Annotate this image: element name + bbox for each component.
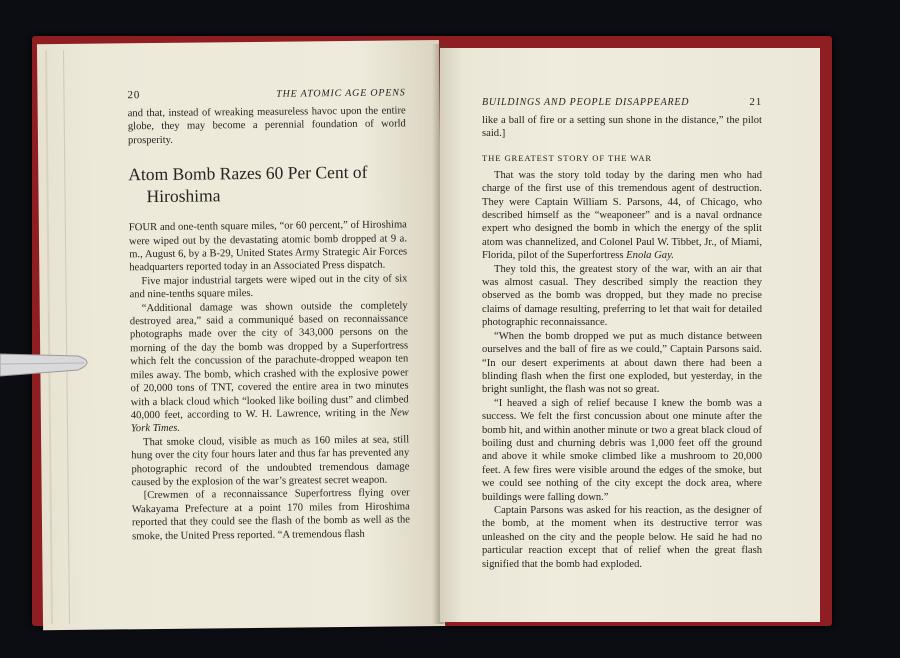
newspaper-title: New York Times. [130,407,409,435]
right-running-head [482,96,762,108]
right-paragraph-5: Captain Parsons was asked for his reaction, as the designer of the bomb, at the moment when its destructive terror was unleashed on the city and the people below. He said he had no particular reaction except that of relief when the great flash signified that the bomb had exploded. [482,504,762,570]
paragraph-lead-word: FOUR [128,222,158,234]
left-paragraph-5: [Crewmen of a reconnaissance Superfortress flying over Wakayama Prefecture at a point 170 miles from Hiroshima reported that they could see the flash of the bomb as well as the smoke, the United Press reported. “A tremendous flash [131,487,411,542]
article-headline [128,161,406,208]
right-paragraph-3: “When the bomb dropped we put as much distance between ourselves and the ball of fire as we could,” Captain Parsons said. “In our desert experiments at about dawn there had been a blinding flash when the first one exploded, but yesterday, in the bright sunlight, the flash was not so great. [482,330,762,396]
left-running-title: THE ATOMIC AGE OPENS [276,87,406,100]
left-running-head [127,86,405,101]
right-page [440,48,820,622]
left-paragraph-4: That smoke cloud, visible as much as 160 miles at sea, still hung over the city four hours later and thus far has prevented any photographic record of the undoubted tremendous damage caused by the explosion of the war’s greatest secret weapon. [131,434,410,489]
headline-line-1: Atom Bomb Razes 60 Per Cent of [128,161,368,185]
right-paragraph-2: They told this, the greatest story of the war, with an air that was almost casual. They described simply the reaction they observed as the bomb was dropped, but they made no precise claims of damage resulting, preferring to let that wait for detailed photographic reconnaissance. [482,263,762,329]
aircraft-name: Enola Gay. [626,250,674,262]
left-paragraph-2: Five major industrial targets were wiped out in the city of six and nine-tenths square miles. [129,273,408,301]
paragraph-3-text: “Additional damage was shown outside the completely destroyed area,” said a communiqué based on reconnaissance photographs made over the city of 343,000 persons on the morning of the day the bomb was dropped by a Superfortress which felt the concussion of the parachute-dropped weapon ten miles away. The bomb, which crashed with the explosive power of 20,000 tons of TNT, covered the entire area in two minutes with a black cloud which “looked like boiling dust” and climbed 40,000 feet, according to W. H. Lawrence, writing in the [129,300,409,422]
left-paragraph-1 [129,219,408,276]
headline-line-2: Hiroshima [146,185,221,207]
page-holder-icon [0,346,96,380]
right-page-number: 21 [749,96,762,108]
left-opening-text: and that, instead of wreaking measureless havoc upon the entire globe, they may become a perennial foundation of world prosperity. [127,105,406,147]
section-heading: THE GREATEST STORY OF THE WAR [482,152,653,163]
right-paragraph-4: “I heaved a sigh of relief because I knew the bomb was a success. We felt the first concussion about one minute after the bomb hit, and within another minute or two a great black cloud of boiling dust and churning debris was 1,000 feet off the ground and above it while smoke climbed like a mushroom to 20,000 feet. A few fires were visible around the edges of the smoke, but we could see nothing of the city except the dock area, where buildings were falling down.” [482,397,762,503]
left-page [37,40,445,630]
left-page-number: 20 [127,89,141,102]
paragraph-1-text: and one-tenth square miles, “or 60 percent,” of Hiroshima were wiped out by the devastating atomic bomb dropped at 9 a. m., August 6, by a B-29, United States Army Strategic Air Forces headquarters reported today in an Associated Press dispatch. [128,219,408,274]
page-edges [45,50,70,624]
right-paragraph-1 [482,169,762,263]
right-opening-text: like a ball of fire or a setting sun shone in the distance,” the pilot said.] [482,115,762,140]
right-running-title: BUILDINGS AND PEOPLE DISAPPEARED [482,97,690,108]
left-paragraph-3 [130,299,409,436]
right-paragraph-1-text: That was the story told today by the daring men who had charge of the first use of this tremendous agent of destruction. They were Captain William S. Parsons, 44, of Chicago, who described himself as the “weaponeer” and is a naval ordnance expert who designed the bomb in which the energy of the split atom was channelized, and Colonel Paul W. Tibbet, Jr., of Miami, Florida, pilot of the Superfortress [482,169,762,262]
